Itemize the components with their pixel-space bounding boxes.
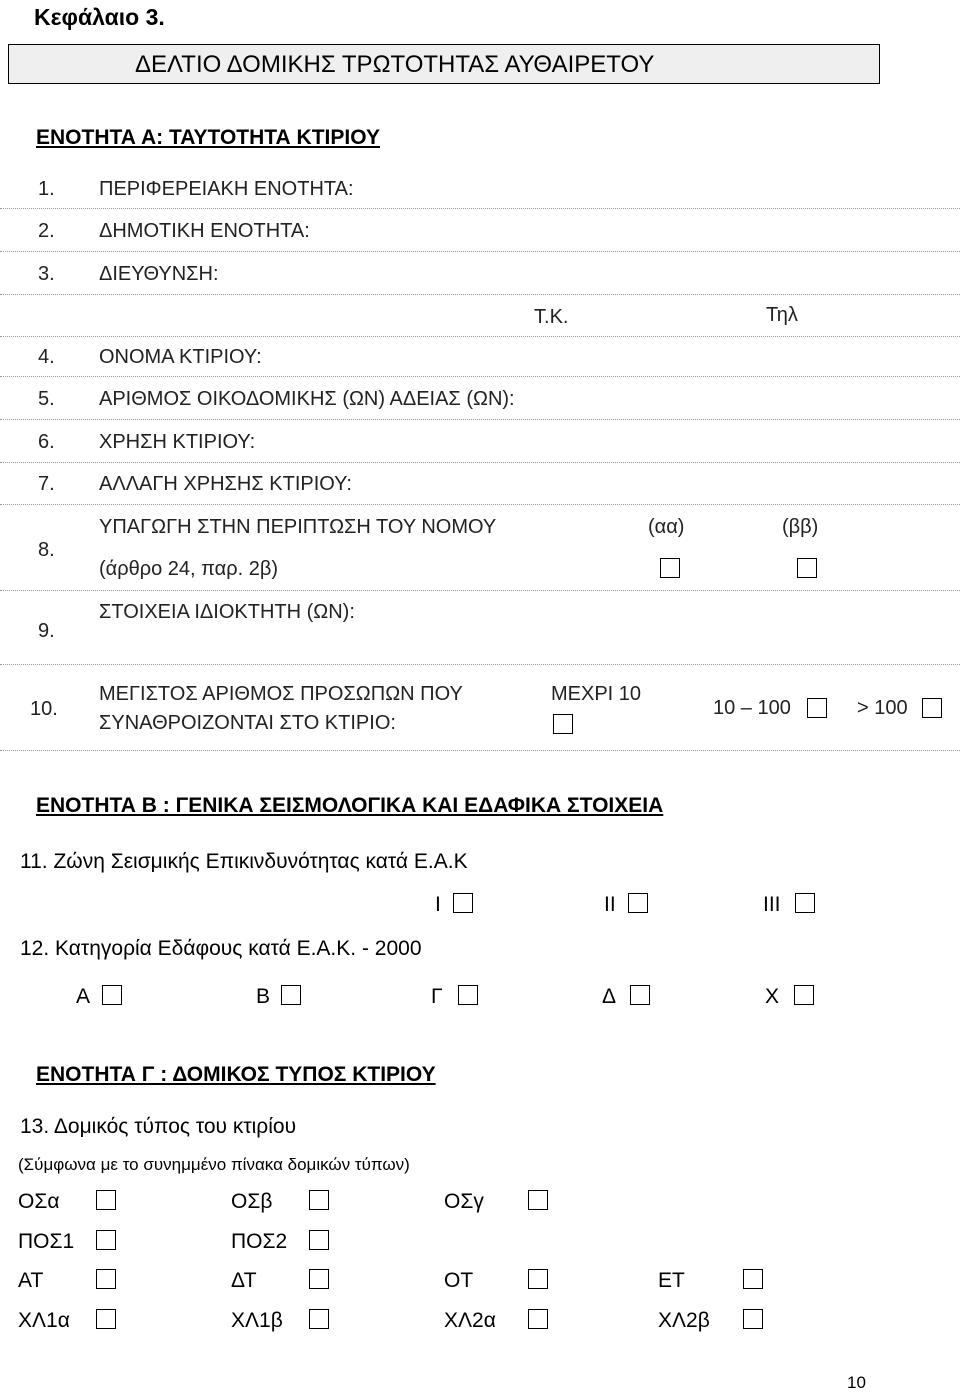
type-osg-label: ΟΣγ — [444, 1190, 484, 1213]
option-bb-label: (ββ) — [782, 516, 819, 538]
type-xl2a-checkbox[interactable] — [528, 1309, 548, 1329]
option-10-100-checkbox[interactable] — [807, 698, 827, 718]
type-et-checkbox[interactable] — [743, 1269, 763, 1289]
type-pos1-label: ΠΟΣ1 — [18, 1230, 75, 1253]
type-pos1-checkbox[interactable] — [96, 1230, 116, 1250]
title-box — [8, 44, 880, 84]
zone-2-checkbox[interactable] — [628, 893, 648, 913]
type-xl2a-label: ΧΛ2α — [444, 1309, 496, 1332]
item-12-label: 12. Κατηγορία Εδάφους κατά Ε.Α.Κ. - 2000 — [20, 937, 422, 960]
item-4-label: ΟΝΟΜΑ ΚΤΙΡΙΟΥ: — [99, 346, 262, 368]
postal-code-label: Τ.Κ. — [534, 306, 569, 328]
soil-c-checkbox[interactable] — [458, 985, 478, 1005]
divider — [0, 664, 960, 665]
type-xl1a-label: ΧΛ1α — [18, 1309, 70, 1332]
zone-3-checkbox[interactable] — [795, 893, 815, 913]
option-bb-checkbox[interactable] — [797, 558, 817, 578]
type-at-checkbox[interactable] — [96, 1269, 116, 1289]
item-13-label: 13. Δομικός τύπος του κτιρίου — [20, 1115, 297, 1138]
item-9-label: ΣΤΟΙΧΕΙΑ ΙΔΙΟΚΤΗΤΗ (ΩΝ): — [99, 601, 355, 623]
type-at-label: ΑΤ — [18, 1269, 44, 1292]
type-ot-label: ΟΤ — [444, 1269, 474, 1292]
type-pos2-checkbox[interactable] — [309, 1230, 329, 1250]
section-b-heading: ΕΝΟΤΗΤΑ Β : ΓΕΝΙΚΑ ΣΕΙΣΜΟΛΟΓΙΚΑ ΚΑΙ ΕΔΑΦΙΚΑ ΣΤΟΙΧΕΙΑ — [36, 794, 664, 817]
option-upto10-label: ΜΕΧΡΙ 10 — [551, 683, 642, 705]
page-number: 10 — [847, 1373, 866, 1392]
soil-a-label: Α — [76, 985, 91, 1008]
divider — [0, 208, 960, 209]
type-xl2b-label: ΧΛ2β — [658, 1309, 710, 1332]
divider — [0, 750, 960, 751]
type-pos2-label: ΠΟΣ2 — [231, 1230, 288, 1253]
type-osb-checkbox[interactable] — [309, 1190, 329, 1210]
item-8-number: 8. — [38, 539, 55, 561]
soil-d-checkbox[interactable] — [630, 985, 650, 1005]
item-10-line1: ΜΕΓΙΣΤΟΣ ΑΡΙΘΜΟΣ ΠΡΟΣΩΠΩΝ ΠΟΥ — [99, 683, 463, 705]
zone-1-checkbox[interactable] — [453, 893, 473, 913]
type-xl1b-label: ΧΛ1β — [231, 1309, 283, 1332]
item-2-label: ΔΗΜΟΤΙΚΗ ΕΝΟΤΗΤΑ: — [99, 220, 310, 242]
divider — [0, 251, 960, 252]
zone-3-label: ΙΙΙ — [763, 893, 781, 916]
soil-a-checkbox[interactable] — [102, 985, 122, 1005]
soil-c-label: Γ — [431, 985, 443, 1008]
divider — [0, 590, 960, 591]
item-1-number: 1. — [38, 178, 55, 200]
zone-1-label: Ι — [435, 893, 441, 916]
item-3-number: 3. — [38, 263, 55, 285]
zone-2-label: ΙΙ — [604, 893, 616, 916]
type-osa-checkbox[interactable] — [96, 1190, 116, 1210]
type-osg-checkbox[interactable] — [528, 1190, 548, 1210]
item-11-label: 11. Ζώνη Σεισμικής Επικινδυνότητας κατά Ε.Α.Κ — [20, 850, 468, 873]
divider — [0, 504, 960, 505]
type-xl1a-checkbox[interactable] — [96, 1309, 116, 1329]
item-1-label: ΠΕΡΙΦΕΡΕΙΑΚΗ ΕΝΟΤΗΤΑ: — [99, 178, 354, 200]
divider — [0, 294, 960, 295]
item-3-label: ΔΙΕΥΘΥΝΣΗ: — [99, 263, 219, 285]
item-8-line2: (άρθρο 24, παρ. 2β) — [99, 558, 278, 580]
soil-d-label: Δ — [602, 985, 617, 1008]
item-2-number: 2. — [38, 220, 55, 242]
divider — [0, 419, 960, 420]
item-7-label: ΑΛΛΑΓΗ ΧΡΗΣΗΣ ΚΤΙΡΙΟΥ: — [99, 473, 352, 495]
section-a-heading: ΕΝΟΤΗΤΑ Α: ΤΑΥΤΟΤΗΤΑ ΚΤΙΡΙΟΥ — [36, 126, 380, 149]
item-9-number: 9. — [38, 620, 55, 642]
divider — [0, 376, 960, 377]
option-10-100-label: 10 – 100 — [713, 697, 791, 719]
type-xl2b-checkbox[interactable] — [743, 1309, 763, 1329]
item-10-line2: ΣΥΝΑΘΡΟΙΖΟΝΤΑΙ ΣΤΟ ΚΤΙΡΙΟ: — [99, 712, 396, 734]
divider — [0, 336, 960, 337]
soil-b-label: Β — [256, 985, 271, 1008]
option-aa-checkbox[interactable] — [660, 558, 680, 578]
soil-b-checkbox[interactable] — [281, 985, 301, 1005]
phone-label: Τηλ — [766, 304, 798, 326]
item-6-label: ΧΡΗΣΗ ΚΤΙΡΙΟΥ: — [99, 431, 256, 453]
option-upto10-checkbox[interactable] — [553, 714, 573, 734]
soil-x-checkbox[interactable] — [794, 985, 814, 1005]
item-7-number: 7. — [38, 473, 55, 495]
type-osb-label: ΟΣβ — [231, 1190, 273, 1213]
chapter-label: Κεφάλαιο 3. — [34, 4, 165, 30]
type-osa-label: ΟΣα — [18, 1190, 60, 1213]
item-8-line1: ΥΠΑΓΩΓΗ ΣΤΗΝ ΠΕΡΙΠΤΩΣΗ ΤΟΥ ΝΟΜΟΥ — [99, 516, 497, 538]
item-13-note: (Σύμφωνα με το συνημμένο πίνακα δομικών τύπων) — [18, 1155, 410, 1174]
item-6-number: 6. — [38, 431, 55, 453]
type-dt-checkbox[interactable] — [309, 1269, 329, 1289]
soil-x-label: Χ — [765, 985, 780, 1008]
item-4-number: 4. — [38, 346, 55, 368]
divider — [0, 462, 960, 463]
type-xl1b-checkbox[interactable] — [309, 1309, 329, 1329]
document-title: ΔΕΛΤΙΟ ΔΟΜΙΚΗΣ ΤΡΩΤΟΤΗΤΑΣ ΑΥΘΑΙΡΕΤΟΥ — [135, 51, 655, 78]
item-5-number: 5. — [38, 388, 55, 410]
option-over100-label: > 100 — [857, 697, 908, 719]
option-aa-label: (αα) — [648, 516, 685, 538]
type-ot-checkbox[interactable] — [528, 1269, 548, 1289]
type-dt-label: ΔΤ — [231, 1269, 257, 1292]
item-10-number: 10. — [30, 698, 58, 720]
option-over100-checkbox[interactable] — [922, 698, 942, 718]
section-c-heading: ΕΝΟΤΗΤΑ Γ : ΔΟΜΙΚΟΣ ΤΥΠΟΣ ΚΤΙΡΙΟΥ — [36, 1063, 436, 1086]
item-5-label: ΑΡΙΘΜΟΣ ΟΙΚΟΔΟΜΙΚΗΣ (ΩΝ) ΑΔΕΙΑΣ (ΩΝ): — [99, 388, 515, 410]
type-et-label: ΕΤ — [658, 1269, 685, 1292]
